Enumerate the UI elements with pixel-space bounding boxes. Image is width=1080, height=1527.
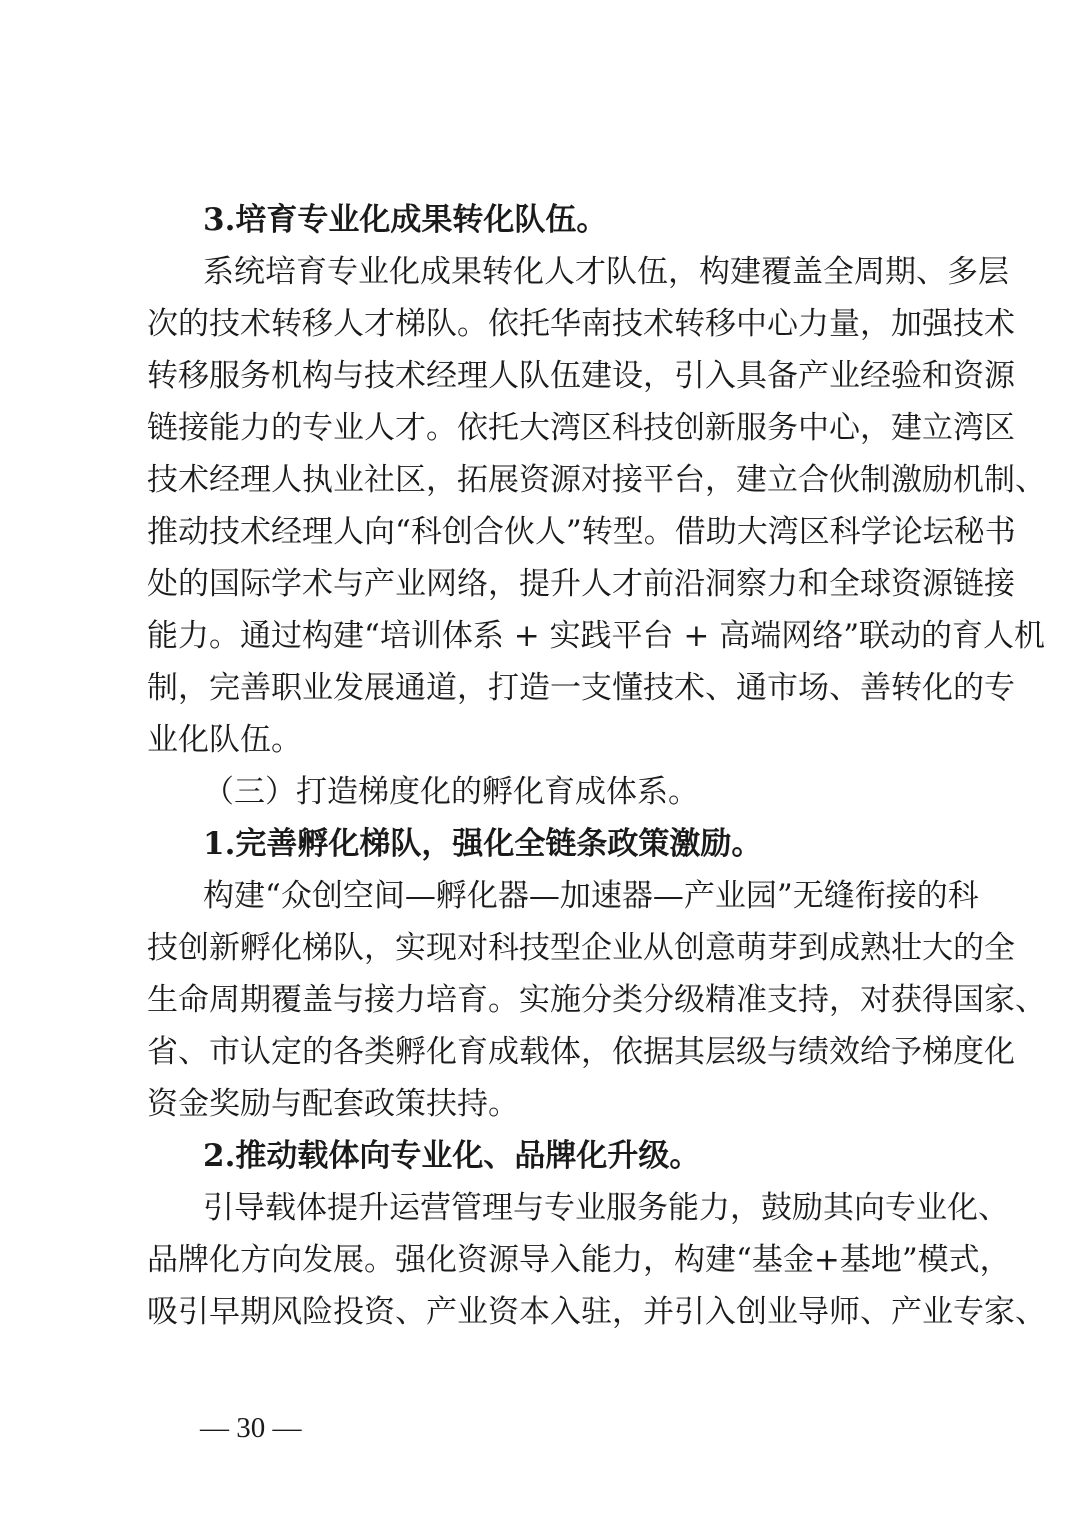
paragraph-line: 生命周期覆盖与接力培育。实施分类分级精准支持，对获得国家、	[147, 982, 1046, 1018]
paragraph-line: 链接能力的专业人才。依托大湾区科技创新服务中心，建立湾区	[147, 410, 1015, 446]
page-number: — 30 —	[200, 1412, 302, 1444]
paragraph-line: 制，完善职业发展通道，打造一支懂技术、通市场、善转化的专	[147, 670, 1015, 706]
paragraph-line: 转移服务机构与技术经理人队伍建设，引入具备产业经验和资源	[147, 358, 1015, 394]
paragraph-line: 构建“众创空间—孵化器—加速器—产业园”无缝衔接的科	[203, 878, 979, 914]
paragraph-line: 资金奖励与配套政策扶持。	[147, 1086, 519, 1122]
paragraph-line: 处的国际学术与产业网络，提升人才前沿洞察力和全球资源链接	[147, 566, 1015, 602]
section-heading: 1.完善孵化梯队，强化全链条政策激励。	[203, 826, 763, 862]
section-heading: 3.培育专业化成果转化队伍。	[203, 202, 608, 238]
paragraph-line: 系统培育专业化成果转化人才队伍，构建覆盖全周期、多层	[203, 254, 1009, 290]
paragraph-line: 引导载体提升运营管理与专业服务能力，鼓励其向专业化、	[203, 1190, 1009, 1226]
paragraph-line: 吸引早期风险投资、产业资本入驻，并引入创业导师、产业专家、	[147, 1294, 1046, 1330]
paragraph-line: 省、市认定的各类孵化育成载体，依据其层级与绩效给予梯度化	[147, 1034, 1015, 1070]
section-subtitle: （三）打造梯度化的孵化育成体系。	[203, 774, 699, 810]
paragraph-line: 次的技术转移人才梯队。依托华南技术转移中心力量，加强技术	[147, 306, 1015, 342]
paragraph-line: 业化队伍。	[147, 722, 302, 758]
paragraph-line: 能力。通过构建“培训体系 + 实践平台 + 高端网络”联动的育人机	[147, 618, 1046, 654]
paragraph-line: 品牌化方向发展。强化资源导入能力，构建“基金+基地”模式，	[147, 1242, 1011, 1278]
paragraph-line: 技创新孵化梯队，实现对科技型企业从创意萌芽到成熟壮大的全	[147, 930, 1015, 966]
paragraph-line: 推动技术经理人向“科创合伙人”转型。借助大湾区科学论坛秘书	[147, 514, 1016, 550]
section-heading: 2.推动载体向专业化、品牌化升级。	[203, 1138, 701, 1174]
paragraph-line: 技术经理人执业社区，拓展资源对接平台，建立合伙制激励机制、	[147, 462, 1046, 498]
